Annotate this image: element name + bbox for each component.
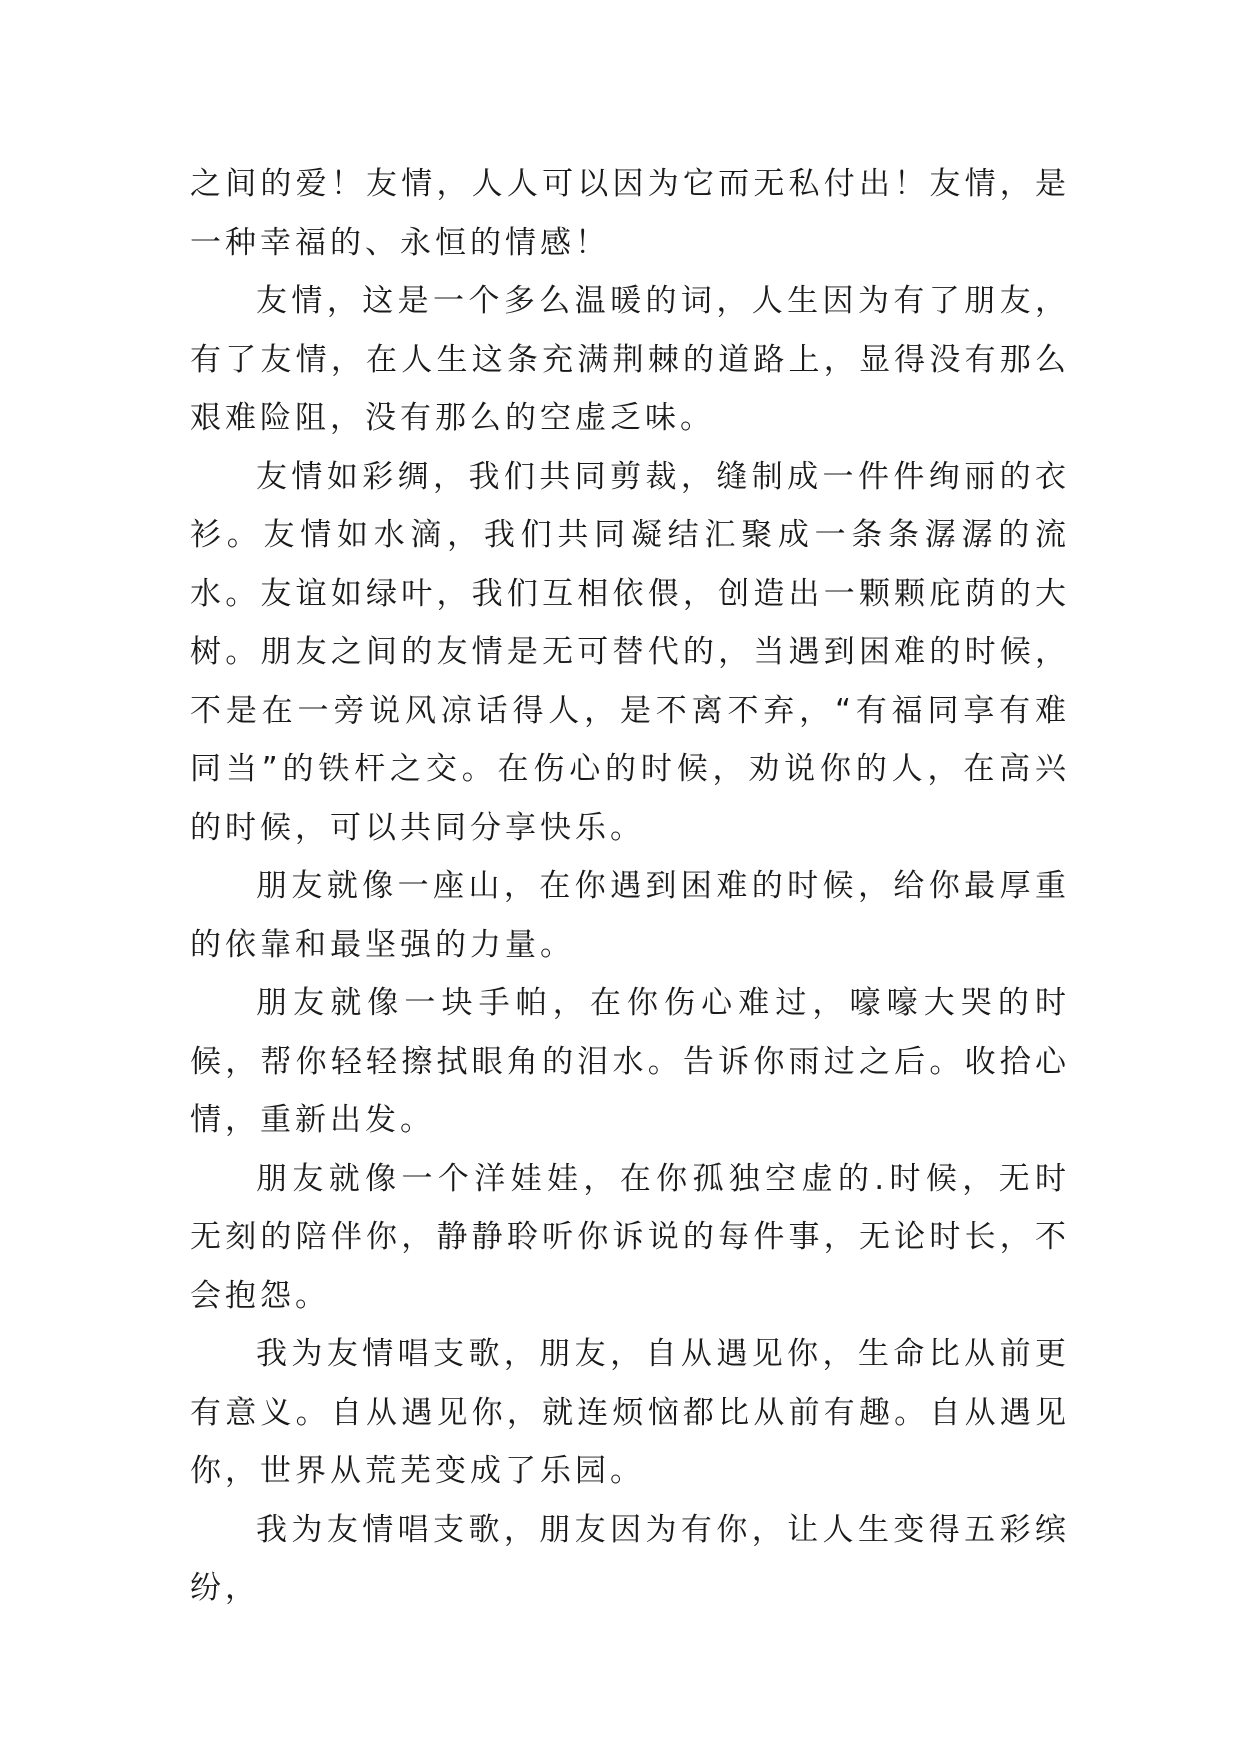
paragraph-3: 友情如彩绸，我们共同剪裁，缝制成一件件绚丽的衣衫。友情如水滴，我们共同凝结汇聚成一条条潺潺的流水。友谊如绿叶，我们互相依偎，创造出一颗颗庇荫的大树。朋友之间的友情是无可替代的，当遇到困难的时候，不是在一旁说风凉话得人，是不离不弃，“有福同享有难同当”的铁杆之交。在伤心的时候，劝说你的人，在高兴的时候，可以共同分享快乐。 [190, 458, 1070, 846]
paragraph-7: 我为友情唱支歌，朋友，自从遇见你，生命比从前更有意义。自从遇见你，就连烦恼都比从前有趣。自从遇见你，世界从荒芜变成了乐园。 [190, 1336, 1070, 1489]
paragraph-1: 之间的爱！友情，人人可以因为它而无私付出！友情，是一种幸福的、永恒的情感！ [190, 166, 1070, 261]
paragraph-2: 友情，这是一个多么温暖的词，人生因为有了朋友，有了友情，在人生这条充满荆棘的道路上，显得没有那么艰难险阻，没有那么的空虚乏味。 [190, 283, 1070, 436]
paragraph-8: 我为友情唱支歌，朋友因为有你，让人生变得五彩缤纷， [190, 1511, 1070, 1606]
paragraph-5: 朋友就像一块手帕，在你伤心难过，嚎嚎大哭的时候，帮你轻轻擦拭眼角的泪水。告诉你雨过之后。收拾心情，重新出发。 [190, 985, 1070, 1138]
paragraph-6: 朋友就像一个洋娃娃，在你孤独空虚的.时候，无时无刻的陪伴你，静静聆听你诉说的每件事，无论时长，不会抱怨。 [190, 1160, 1070, 1314]
paragraph-4: 朋友就像一座山，在你遇到困难的时候，给你最厚重的依靠和最坚强的力量。 [190, 868, 1070, 963]
document-body [190, 155, 1070, 1618]
